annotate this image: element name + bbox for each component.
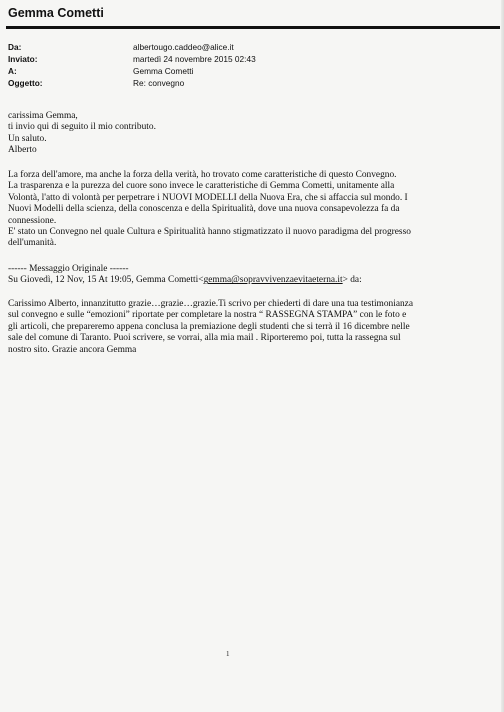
contribution-line: connessione. — [8, 215, 57, 226]
original-body-line: gli articoli, che prepareremo appena conclusa la premiazione degli studenti che si terrà il 16 dicembre nelle — [8, 321, 410, 332]
header-divider — [6, 26, 500, 29]
original-body-line: sul convegno e sulle “emozioni” riportate per completare la nostra “ RASSEGNA STAMPA” con le foto e — [8, 310, 407, 321]
greeting-line: ti invio qui di seguito il mio contributo. — [8, 122, 156, 133]
greeting-line: carissima Gemma, — [8, 111, 78, 121]
sender-name: Gemma Cometti — [8, 6, 104, 20]
original-message-separator: ------ Messaggio Originale ------ — [8, 264, 129, 274]
original-message-header — [8, 264, 500, 287]
greeting-line: Alberto — [8, 145, 37, 156]
original-body-line: sale del comune di Taranto. Puoi scrivere, se vorrai, alla mia mail . Riporteremo poi, tutta la rassegna sul — [8, 333, 401, 344]
page-number: 1 — [226, 650, 230, 658]
original-body-line: nostro sito. Grazie ancora Gemma — [8, 344, 137, 355]
original-meta-prefix: Su Giovedì, 12 Nov, 15 At 19:05, Gemma Cometti< — [8, 275, 204, 286]
from-value: albertougo.caddeo@alice.it — [133, 42, 234, 52]
greeting-line: Un saluto. — [8, 133, 47, 144]
to-label: A: — [8, 66, 17, 76]
original-body-line: Carissimo Alberto, innanzitutto grazie…grazie…grazie.Ti scrivo per chiederti di dare una tua testimonianza — [8, 299, 413, 309]
contribution-line: Volontà, l'atto di volontà per perpetrare i NUOVI MODELLI della Nuova Era, che si affaccia sul mondo. I — [8, 192, 408, 203]
sent-value: martedì 24 novembre 2015 02:43 — [133, 54, 256, 64]
greeting-block — [8, 111, 500, 157]
contribution-block — [8, 170, 500, 250]
original-message-body — [8, 299, 500, 356]
contribution-line: E' stato un Convegno nel quale Cultura e Spiritualità hanno stigmatizzato il nuovo paradigma del progresso — [8, 227, 411, 238]
subject-label: Oggetto: — [8, 78, 43, 88]
contribution-line: Nuovi Modelli della scienza, della conoscenza e della Spiritualità, dove una nuova consapevolezza fa da — [8, 204, 400, 215]
contribution-line: La forza dell'amore, ma anche la forza della verità, ho trovato come caratteristiche di questo Convegno. — [8, 170, 397, 180]
contribution-line: La trasparenza e la purezza del cuore sono invece le caratteristiche di Gemma Cometti, unitamente alla — [8, 181, 395, 192]
subject-value: Re: convegno — [133, 78, 185, 88]
original-meta-suffix: > da: — [342, 275, 362, 286]
contribution-line: dell'umanità. — [8, 238, 57, 249]
original-sender-email-link[interactable]: gemma@sopravvivenzaevitaeterna.it — [203, 275, 343, 286]
sent-label: Inviato: — [8, 54, 38, 64]
to-value: Gemma Cometti — [133, 66, 194, 76]
from-label: Da: — [8, 42, 22, 52]
original-message-meta — [8, 275, 500, 286]
